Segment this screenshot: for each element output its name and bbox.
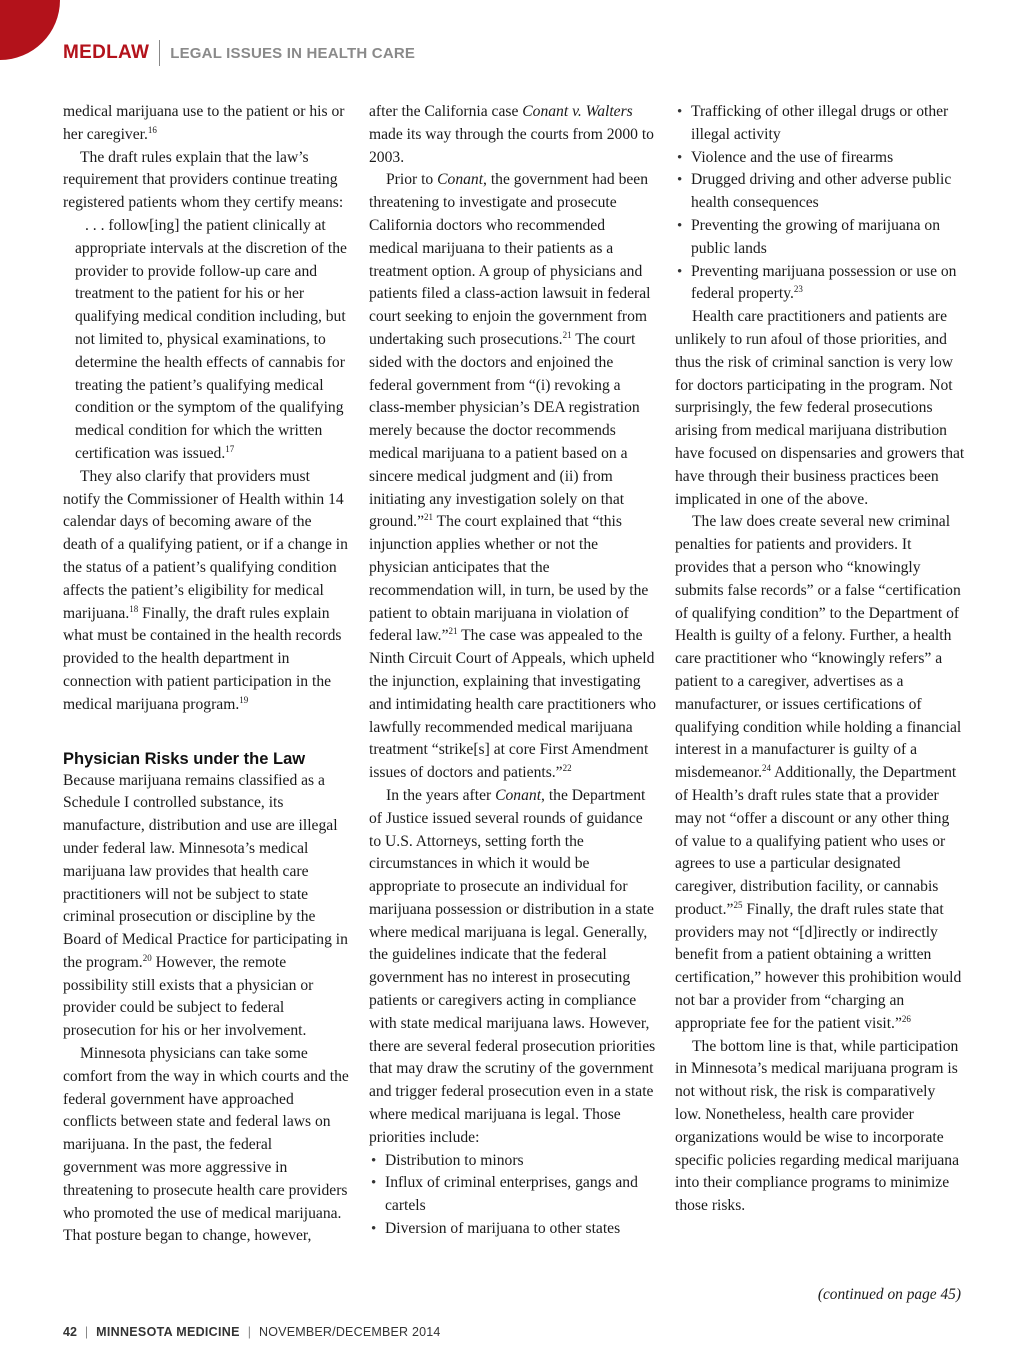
list-item: • Trafficking of other illegal drugs or other illegal activity (675, 101, 965, 147)
column-3 (675, 101, 965, 1218)
paragraph: The law does create several new criminal penalties for patients and providers. It provides that a person who “knowingly submits false records” or a false “certification of qualifying condition” to the Department of Health is guilty of a felony. Further, a health care practitioner who “knowingly refers” a patient to a caregiver, advertises as a manufacturer, or issues certifications of qualifying condition while holding a financial interest in a manufacturer is guilty of a misdemeanor.$^{24}$ Additionally, the Department of Health’s draft rules state that a provider may not “offer a discount or any other thing of value to a qualifying patient who uses or agrees to use a particular designated caregiver, distribution facility, or cannabis product.”$^{25}$ Finally, the draft rules state that providers may not “[d]irectly or indirectly benefit from a patient obtaining a written certification,” however this prohibition would not bar a provider from “charging an appropriate fee for the patient visit.”$^{26}$ (675, 513, 962, 1032)
section-heading: Physician Risks under the Law (63, 749, 306, 768)
footnote-ref: 21 (424, 512, 433, 523)
paragraph: medical marijuana use to the patient or his or her caregiver.$^{16}$ (63, 103, 345, 143)
footnote-ref: 23 (793, 284, 803, 295)
bullet-list (675, 101, 965, 306)
issue-date: NOVEMBER/DECEMBER 2014 (259, 1325, 441, 1339)
footnote-ref: 16 (147, 124, 157, 135)
header-divider (159, 40, 160, 66)
page-footer (63, 1325, 441, 1339)
publication-name: MINNESOTA MEDICINE (96, 1325, 240, 1339)
page-number: 42 (63, 1325, 77, 1339)
footer-divider: | (84, 1325, 89, 1339)
footnote-ref: 21 (448, 626, 458, 637)
footnote-ref: 21 (562, 329, 572, 340)
list-item: • Preventing marijuana possession or use on federal property.$^{23}$ (675, 261, 965, 307)
paragraph: They also clarify that providers must notify the Commissioner of Health within 14 calendar days of becoming aware of the death of a qualifying patient, or if a change in the status of a patient’s qualifying condition affects the patient’s eligibility for medical marijuana.$^{18}$ Finally, the draft rules explain what must be contained in the health records provided to the health department in connection with patient participation in the medical marijuana program.$^{19}$ (63, 467, 348, 713)
paragraph: after the California case Conant v. Walters made its way through the courts from 2000 to 2003. (369, 103, 654, 166)
column-1 (63, 101, 349, 1248)
list-item: • Violence and the use of firearms (675, 147, 965, 170)
corner-decoration (0, 0, 60, 60)
paragraph: The draft rules explain that the law’s requirement that providers continue treating registered patients whom they certify means: (63, 148, 344, 212)
footer-divider: | (247, 1325, 252, 1339)
footnote-ref: 17 (225, 443, 235, 454)
page-header (63, 38, 415, 68)
footnote-ref: 22 (562, 762, 572, 773)
continued-note: (continued on page 45) (817, 1286, 961, 1303)
footnote-ref: 26 (901, 1013, 911, 1024)
list-item: • Distribution to minors (369, 1150, 657, 1173)
footnote-ref: 24 (762, 762, 772, 773)
paragraph: In the years after Conant, the Department of Justice issued several rounds of guidance to U.S. Attorneys, setting forth the circumstances in which it would be appropriate to prosecute an individual for marijuana possession or distribution in a state where medical marijuana is legal. Generally, the guidelines indicate that the federal government has no interest in prosecuting patients or caregivers acting in compliance with state medical marijuana laws. However, there are several federal prosecution priorities that may draw the scrutiny of the government and trigger federal prosecution even in a state where medical marijuana is legal. Those priorities include: (369, 786, 656, 1146)
case-name: Conant (495, 786, 542, 804)
paragraph: Minnesota physicians can take some comfort from the way in which courts and the federal government have approached conflicts between state and federal laws on marijuana. In the past, the federal government was more aggressive in threatening to prosecute health care providers who promoted the use of medical marijuana. That posture began to change, however, (63, 1045, 349, 1245)
paragraph: Because marijuana remains classified as a Schedule I controlled substance, its manufacture, distribution and use are illegal under federal law. Minnesota’s medical marijuana law provides that health care practitioners will not be subject to state criminal prosecution or discipline by the Board of Medical Practice for participating in the program.$^{20}$ However, the remote possibility still exists that a physician or provider could be subject to federal prosecution for his or her involvement. (63, 771, 348, 1040)
case-name: Conant v. Walters (522, 103, 633, 120)
footnote-ref: 18 (129, 603, 139, 614)
list-item: • Drugged driving and other adverse public health consequences (675, 169, 965, 215)
section-label: LEGAL ISSUES IN HEALTH CARE (170, 44, 416, 62)
block-quote: . . . follow[ing] the patient clinically at appropriate intervals at the discretion of the provider to provide follow-up care and treatment to the patient for his or her qualifying medical condition including, but not limited to, physical examinations, to determine the health effects of cannabis for treating the patient’s qualifying medical condition or the symptom of the qualifying medical condition for which the written certification was issued.$^{17}$ (75, 216, 347, 462)
case-name: Conant (437, 171, 484, 189)
column-2 (369, 101, 657, 1241)
footnote-ref: 20 (142, 952, 152, 963)
paragraph: The bottom line is that, while participation in Minnesota’s medical marijuana program is not without risk, the risk is comparatively low. Nonetheless, health care provider organizations would be wise to incorporate specific policies regarding medical marijuana into their compliance programs to minimize those risks. (675, 1037, 960, 1215)
bullet-list (369, 1150, 657, 1241)
paragraph: Health care practitioners and patients are unlikely to run afoul of those priorities, and thus the risk of criminal sanction is very low for doctors participating in the program. Not surprisingly, the few federal prosecutions arising from medical marijuana distribution have focused on dispensaries and growers that have through their business practices been implicated in one of the above. (675, 308, 965, 508)
list-item: • Influx of criminal enterprises, gangs and cartels (369, 1172, 657, 1218)
list-item: • Preventing the growing of marijuana on public lands (675, 215, 965, 261)
paragraph: Prior to Conant, the government had been threatening to investigate and prosecute California doctors who recommended medical marijuana to their patients as a treatment option. A group of physicians and patients filed a class-action lawsuit in federal court seeking to enjoin the government from undertaking such prosecutions.$^{21}$ The court sided with the doctors and enjoined the federal government from “(i) revoking a class-member physician’s DEA registration merely because the doctor recommends medical marijuana to a patient based on a sincere medical judgment and (ii) from initiating any investigation solely on that ground.”$^{21}$ The court explained that “this injunction applies whether or not the physician anticipates that the recommendation will, in turn, be used by the patient to obtain marijuana in violation of federal law.”$^{21}$ The case was appealed to the Ninth Circuit Court of Appeals, which upheld the injunction, explaining that investigating and intimidating health care practitioners who lawfully recommended medical marijuana treatment “strike[s] at core First Amendment issues of doctors and patients.”$^{22}$ (369, 171, 657, 782)
footnote-ref: 25 (733, 899, 743, 910)
list-item: • Diversion of marijuana to other states (369, 1218, 657, 1241)
footnote-ref: 19 (239, 694, 249, 705)
brand-label: MEDLAW (63, 42, 150, 63)
